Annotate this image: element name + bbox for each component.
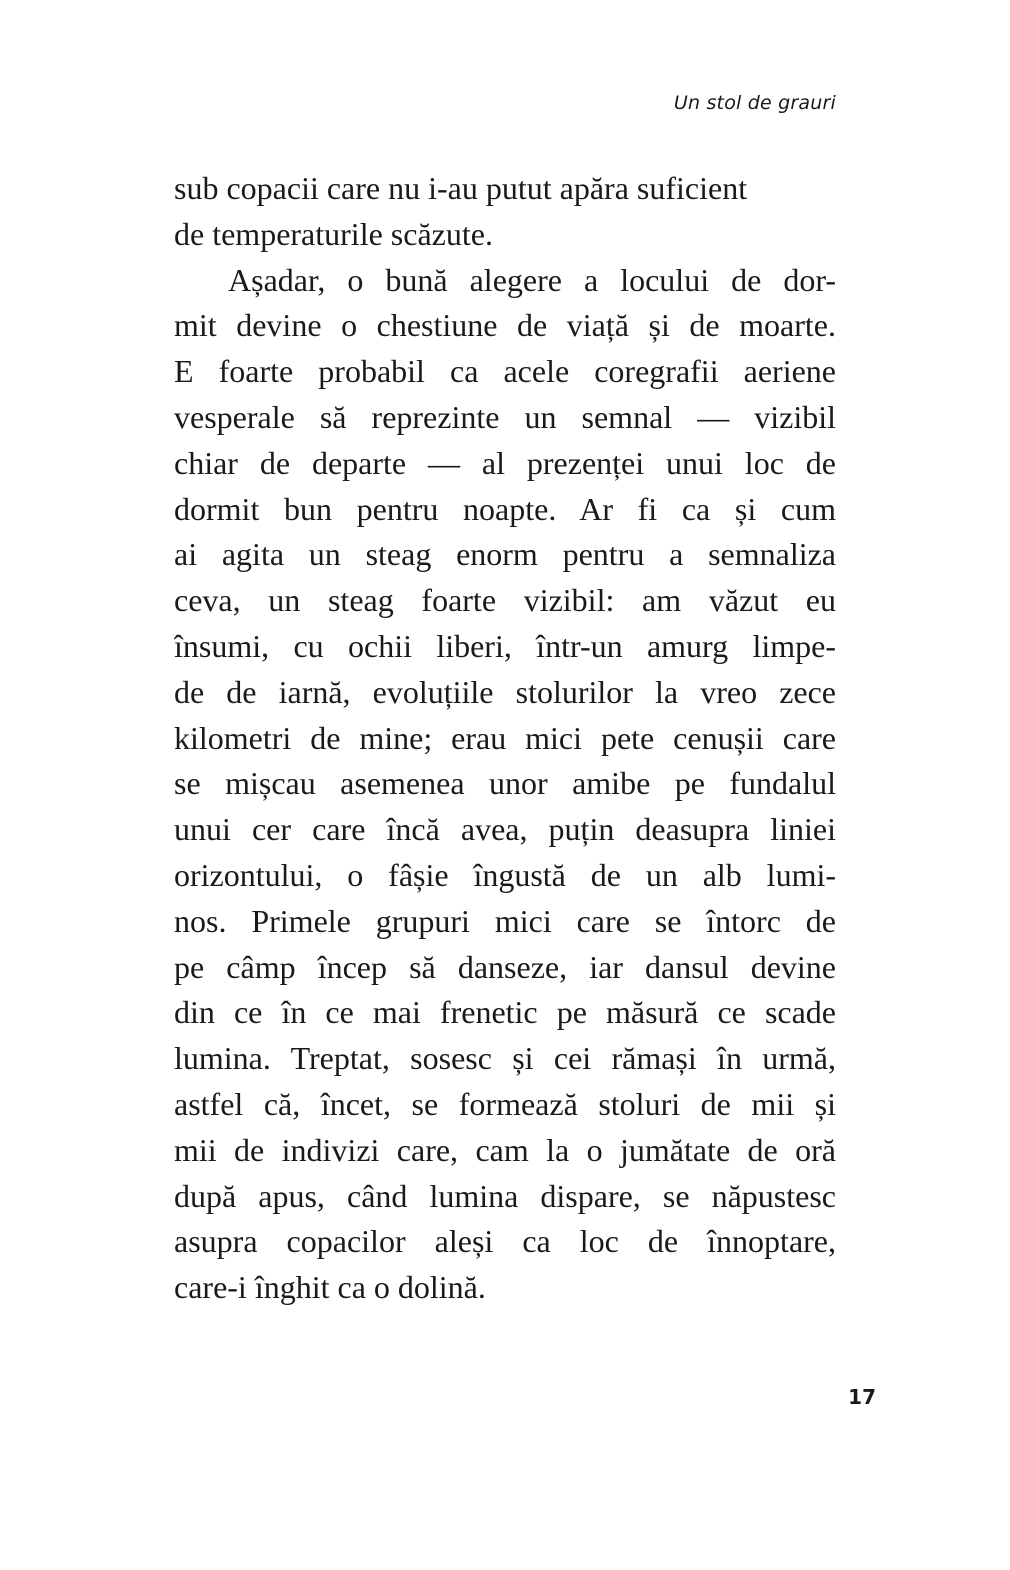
text-line: care-i înghit ca o dolină. (174, 1269, 486, 1306)
text-line: ceva, un steag foarte vizibil: am văzut eu (174, 582, 836, 619)
text-line: orizontului, o fâșie îngustă de un alb lumi- (174, 856, 836, 893)
text-line: de temperaturile scăzute. (174, 215, 493, 252)
text-line: kilometri de mine; erau mici pete cenușii care (174, 719, 836, 756)
text-line: după apus, când lumina dispare, se năpustesc (174, 1177, 836, 1214)
text-line: lumina. Treptat, sosesc și cei rămași în urmă, (174, 1040, 836, 1077)
text-line: nos. Primele grupuri mici care se întorc de (174, 902, 836, 939)
text-line: chiar de departe — al prezenței unui loc de (174, 444, 836, 481)
running-header: Un stol de grauri (673, 92, 836, 114)
text-line: E foarte probabil ca acele coregrafii aeriene (174, 353, 836, 390)
text-line: de de iarnă, evoluțiile stolurilor la vreo zece (174, 673, 836, 710)
text-line: astfel că, încet, se formează stoluri de mii și (174, 1085, 836, 1122)
text-line: însumi, cu ochii liberi, într-un amurg limpe- (174, 627, 836, 664)
text-line: pe câmp încep să danseze, iar dansul devine (174, 948, 836, 985)
text-line: Așadar, o bună alegere a locului de dor- (228, 261, 836, 298)
text-line: se mișcau asemenea unor amibe pe fundalul (174, 765, 836, 802)
page-number: 17 (848, 1385, 876, 1409)
text-line: asupra copacilor aleși ca loc de înnoptare, (174, 1223, 836, 1260)
text-line: dormit bun pentru noapte. Ar fi ca și cum (174, 490, 836, 527)
text-line: mit devine o chestiune de viață și de moarte. (174, 307, 836, 344)
text-line: ai agita un steag enorm pentru a semnaliza (174, 536, 836, 573)
text-line: mii de indivizi care, cam la o jumătate de oră (174, 1131, 836, 1168)
text-line: unui cer care încă avea, puțin deasupra liniei (174, 811, 836, 848)
text-line: din ce în ce mai frenetic pe măsură ce scade (174, 994, 836, 1031)
body-text (174, 166, 836, 1311)
text-line: vesperale să reprezinte un semnal — vizibil (174, 398, 836, 435)
text-line: sub copacii care nu i-au putut apăra suficient (174, 170, 748, 206)
